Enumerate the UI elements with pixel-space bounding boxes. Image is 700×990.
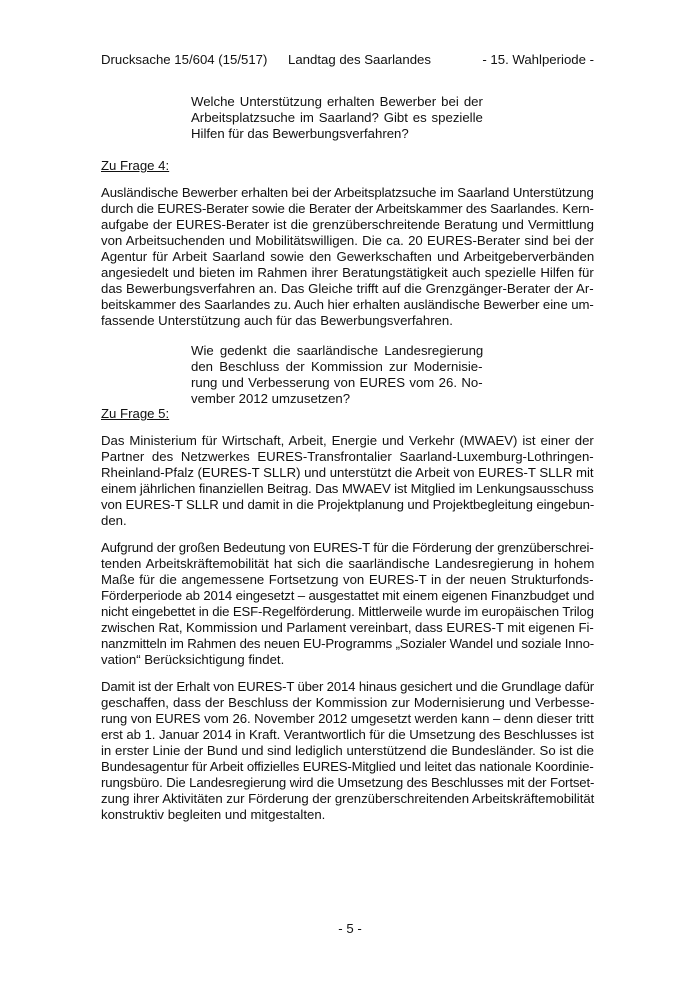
header-period: - 15. Wahlperiode - <box>482 52 594 67</box>
question-4-line: Hilfen für das Bewerbungsverfahren? <box>191 126 409 141</box>
question-5-line: Wie gedenkt die saarländische Landesregierung <box>191 343 484 358</box>
answer-4-line: fassende Unterstützung auch für das Bewerbungsverfahren. <box>101 313 453 328</box>
answer-5-heading: Zu Frage 5: <box>101 406 170 421</box>
question-5-line: den Beschluss der Kommission zur Modernisie- <box>191 359 483 374</box>
answer-5-p3-line: konstruktiv begleiten und mitgestalten. <box>101 807 326 822</box>
question-5-line: rung und Verbesserung von EURES vom 26. No- <box>191 375 483 390</box>
answer-5-p3-line: Damit ist der Erhalt von EURES-T über 2014 hinaus gesichert und die Grundlage dafür <box>101 679 595 694</box>
answer-4-line: beitskammer des Saarlandes zu. Auch hier erhalten ausländische Bewerber eine um- <box>101 297 594 312</box>
answer-5-p3-line: zung ihrer Aktivitäten zur Förderung der grenzüberschreitenden Arbeitskräftemobilität <box>101 791 595 806</box>
answer-5-p3-line: rung von EURES vom 26. November 2012 umgesetzt werden kann – denn dieser tritt <box>101 711 594 726</box>
answer-5-p1-line: Partner des Netzwerkes EURES-Transfrontalier Saarland-Luxemburg-Lothringen- <box>101 449 594 464</box>
answer-4-heading: Zu Frage 4: <box>101 158 170 173</box>
answer-4-line: angesiedelt und bieten im Rahmen ihrer Beratungstätigkeit auch spezielle Hilfen für <box>101 265 594 280</box>
answer-5-p3-line: rungsbüro. Die Landesregierung wird die Umsetzung des Beschlusses mit der Fortset- <box>101 775 595 790</box>
answer-4-line: Ausländische Bewerber erhalten bei der Arbeitsplatzsuche im Saarland Unterstützung <box>101 185 594 200</box>
answer-5-p2-line: Maße für die angemessene Fortsetzung von EURES-T in der neuen Strukturfonds- <box>101 572 594 587</box>
header-parliament: Landtag des Saarlandes <box>288 52 431 67</box>
header-document-number: Drucksache 15/604 (15/517) <box>101 52 268 67</box>
answer-5-p1-line: einem jährlichen finanziellen Beitrag. Das MWAEV ist Mitglied im Lenkungsausschuss <box>101 481 594 496</box>
answer-5-p3-line: erst ab 1. Januar 2014 in Kraft. Verantwortlich für die Umsetzung des Beschlusses ist <box>101 727 594 742</box>
answer-5-p1-line: von EURES-T SLLR und damit in die Projektplanung und Projektbegleitung eingebun- <box>101 497 595 512</box>
answer-5-p1-line: Das Ministerium für Wirtschaft, Arbeit, Energie und Verkehr (MWAEV) ist einer der <box>101 433 594 448</box>
answer-5-p2-line: zwischen Rat, Kommission und Parlament vereinbart, dass EURES-T mit eigenen Fi- <box>101 620 594 635</box>
answer-4-line: durch die EURES-Berater sowie die Berater der Arbeitskammer des Saarlandes. Kern- <box>101 201 594 216</box>
page-number: - 5 - <box>338 921 362 936</box>
answer-4-line: Agentur für Arbeit Saarland sowie den Gewerkschaften und Arbeitgeberverbänden <box>101 249 595 264</box>
answer-5-p2-line: nanzmitteln im Rahmen des neuen EU-Programms „Sozialer Wandel und soziale Inno- <box>101 636 594 651</box>
answer-5-p3-line: in erster Linie der Bund und sind lediglich unterstützend die Bundesländer. So ist die <box>101 743 594 758</box>
answer-5-p2-line: tenden Arbeitskräftemobilität hat sich die saarländische Landesregierung in hohem <box>101 556 595 571</box>
answer-5-p1-line: den. <box>101 513 127 528</box>
question-5-line: vember 2012 umzusetzen? <box>191 391 351 406</box>
answer-5-p2-line: nicht eingebettet in die ESF-Regelförderung. Mittlerweile wurde im europäischen Trilog <box>101 604 594 619</box>
answer-5-p1-line: Rheinland-Pfalz (EURES-T SLLR) und unterstützt die Arbeit von EURES-T SLLR mit <box>101 465 594 480</box>
question-4-line: Arbeitsplatzsuche im Saarland? Gibt es spezielle <box>191 110 483 125</box>
answer-5-p2-line: Förderperiode ab 2014 eingesetzt – ausgestattet mit einem eigenen Finanzbudget und <box>101 588 595 603</box>
answer-4-line: aufgabe der EURES-Berater ist die grenzüberschreitende Beratung und Vermittlung <box>101 217 594 232</box>
answer-4-line: das Bewerbungsverfahren an. Das Gleiche trifft auf die Grenzgänger-Berater der Ar- <box>101 281 594 296</box>
answer-5-p2-line: vation“ Berücksichtigung findet. <box>101 652 285 667</box>
answer-5-p3-line: geschaffen, dass der Beschluss der Kommission zur Modernisierung und Verbesse- <box>101 695 595 710</box>
page-header <box>101 52 594 72</box>
answer-4-line: von Arbeitsuchenden und Mobilitätswilligen. Die ca. 20 EURES-Berater sind bei der <box>101 233 594 248</box>
answer-5-p3-line: Bundesagentur für Arbeit offizielles EURES-Mitglied und leitet das nationale Koordinie- <box>101 759 594 774</box>
answer-5-p2-line: Aufgrund der großen Bedeutung von EURES-T für die Förderung der grenzüberschrei- <box>101 540 594 555</box>
question-4-line: Welche Unterstützung erhalten Bewerber bei der <box>191 94 483 109</box>
